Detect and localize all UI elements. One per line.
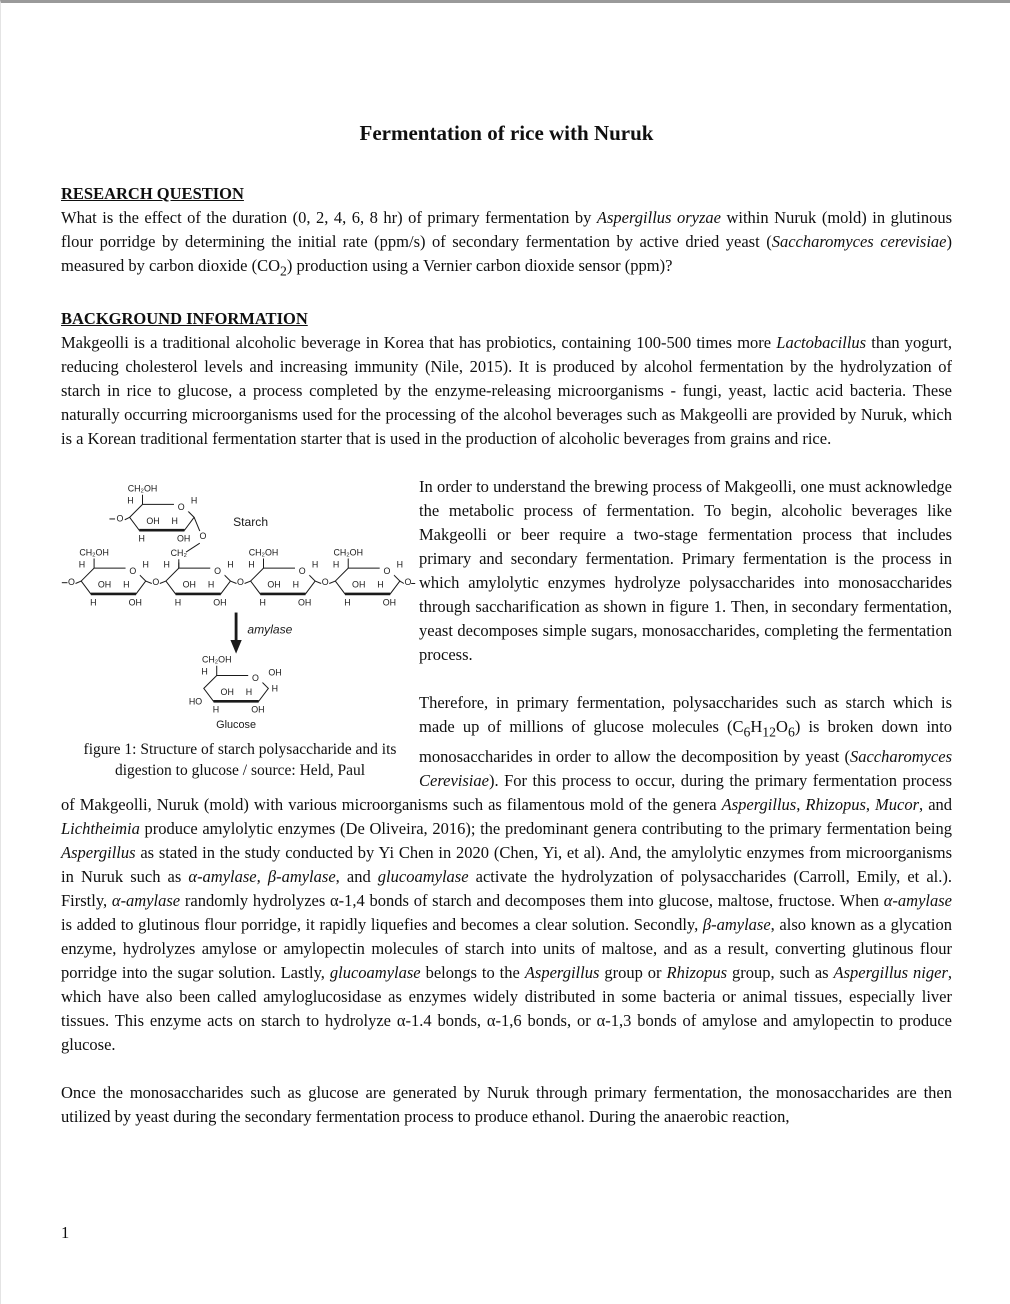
starch-label: Starch xyxy=(233,515,269,530)
amylase-label: amylase xyxy=(247,622,293,637)
svg-text:H: H xyxy=(174,597,182,608)
svg-text:CH₂OH: CH₂OH xyxy=(127,483,158,494)
svg-text:H: H xyxy=(332,559,340,570)
svg-text:H: H xyxy=(271,683,278,694)
section-research-question xyxy=(61,182,952,283)
svg-text:H: H xyxy=(227,559,234,570)
svg-text:H: H xyxy=(259,597,266,608)
svg-text:H: H xyxy=(138,533,145,544)
background-paragraph-2: In order to understand the brewing process of Makgeolli, one must acknowledge the metabolic process of fermentation. To begin, alcoholic beverages like Makgeolli or beer require a two-stage fermentation process that includes primary and secondary fermentation. Primary fermentation is the process in which amylolytic enzymes hydrolyze polysaccharides into monosaccharides through saccharification as shown in figure 1. Then, in secondary fermentation, yeast decomposes simple sugars, monosaccharides, completing the fermentation process. xyxy=(419,477,952,665)
svg-text:O: O xyxy=(199,531,207,542)
ring-oxygen-label: O xyxy=(251,673,259,684)
svg-text:O: O xyxy=(321,577,329,588)
ring-oxygen-label: O xyxy=(383,566,391,577)
svg-text:CH₂: CH₂ xyxy=(170,548,187,559)
starch-digestion-diagram xyxy=(61,477,416,735)
figure-1 xyxy=(61,477,419,781)
research-question-text: What is the effect of the duration (0, 2, 4, 6, 8 hr) of primary fermentation by Aspergillus oryzae within Nuruk (mold) in glutinous flour porridge by determining the initial rate (ppm/s) of secondary fermentation by active dried yeast (Saccharomyces cerevisiae) measured by carbon dioxide $(CO_2)$ production using a Vernier carbon dioxide sensor (ppm)? xyxy=(61,208,952,279)
ring-oxygen-label: O xyxy=(177,502,185,513)
ring-oxygen-label: O xyxy=(214,566,221,577)
svg-text:H: H xyxy=(127,495,134,506)
svg-text:H: H xyxy=(377,579,384,590)
svg-text:H: H xyxy=(190,495,198,506)
svg-text:OH: OH xyxy=(220,687,234,698)
svg-text:H: H xyxy=(311,559,319,570)
svg-text:OH: OH xyxy=(352,579,366,590)
svg-text:OH: OH xyxy=(268,667,282,678)
svg-text:OH: OH xyxy=(182,579,196,590)
svg-text:H: H xyxy=(212,704,220,715)
section-background xyxy=(61,307,952,1128)
glucose-label: Glucose xyxy=(216,719,257,732)
background-paragraph-4: Once the monosaccharides such as glucose are generated by Nuruk through primary fermentation, the monosaccharides are then utilized by yeast during the secondary fermentation process to produce ethanol. During the anaerobic reaction, xyxy=(61,1082,952,1126)
svg-text:CH₂OH: CH₂OH xyxy=(201,654,232,665)
svg-text:OH: OH xyxy=(97,579,112,590)
svg-text:OH: OH xyxy=(267,579,281,590)
svg-text:H: H xyxy=(171,516,178,527)
research-question-heading: RESEARCH QUESTION xyxy=(61,184,244,203)
svg-text:CH₂OH: CH₂OH xyxy=(333,547,363,558)
background-heading: BACKGROUND INFORMATION xyxy=(61,309,308,329)
svg-text:H: H xyxy=(90,597,97,608)
svg-text:O: O xyxy=(68,577,75,588)
svg-text:H: H xyxy=(163,559,170,570)
svg-text:O: O xyxy=(404,577,412,588)
page-title: Fermentation of rice with Nuruk xyxy=(359,121,654,145)
svg-text:H: H xyxy=(396,559,404,570)
svg-text:H: H xyxy=(123,579,130,590)
svg-text:OH: OH xyxy=(251,704,265,715)
svg-text:CH₂OH: CH₂OH xyxy=(248,547,279,558)
svg-text:OH: OH xyxy=(298,597,312,608)
svg-text:O: O xyxy=(116,513,124,524)
svg-text:O: O xyxy=(237,577,244,588)
svg-text:H: H xyxy=(292,579,299,590)
background-paragraph-1: Makgeolli is a traditional alcoholic beverage in Korea that has probiotics, containing 100-500 times more Lactobacillus than yogurt, reducing cholesterol levels and increasing immunity (Nile, 2015). It is produced by alcohol fermentation by the hydrolyzation of starch in rice to glucose, a process completed by the enzyme-releasing microorganisms - fungi, yeast, lactic acid bacteria. These naturally occurring microorganisms used for the processing of the alcohol beverages such as Makgeolli are provided by Nuruk, which is a Korean traditional fermentation starter that is used in the production of alcoholic beverages from grains and rice. xyxy=(61,333,952,449)
svg-text:CH₂OH: CH₂OH xyxy=(79,547,109,558)
svg-text:OH: OH xyxy=(176,533,191,544)
svg-text:H: H xyxy=(78,559,86,570)
svg-text:H: H xyxy=(245,687,253,698)
svg-text:OH: OH xyxy=(128,597,142,608)
svg-text:H: H xyxy=(344,597,351,608)
svg-text:O: O xyxy=(152,577,160,588)
svg-text:HO: HO xyxy=(188,696,203,707)
svg-text:H: H xyxy=(201,666,208,677)
svg-text:OH: OH xyxy=(213,597,227,608)
figure-caption: figure 1: Structure of starch polysaccharide and its digestion to glucose / source: Held, Paul xyxy=(83,741,397,780)
ring-oxygen-label: O xyxy=(298,566,306,577)
svg-text:OH: OH xyxy=(382,597,397,608)
ring-oxygen-label: O xyxy=(129,566,137,577)
svg-text:H: H xyxy=(142,559,149,570)
page-number: 1 xyxy=(61,1223,70,1242)
svg-text:OH: OH xyxy=(146,516,160,527)
background-paragraph-3: Therefore, in primary fermentation, polysaccharides such as starch which is made up of millions of glucose molecules $(C_6H_{12}O_6)$ is broken down into monosaccharides in order to allow the decomposition by yeast (Saccharomyces Cerevisiae). For this process to occur, during the primary fermentation process of Makgeolli, Nuruk (mold) with various microorganisms such as filamentous mold of the genera Aspergillus, Rhizopus, Mucor, and Lichtheimia produce amylolytic enzymes (De Oliveira, 2016); the predominant genera contributing to the primary fermentation being Aspergillus as stated in the study conducted by Yi Chen in 2020 (Chen, Yi, et al). And, the amylolytic enzymes from microorganisms in Nuruk such as α-amylase, β-amylase, and glucoamylase activate the hydrolyzation of polysaccharides (Carroll, Emily, et al.). Firstly, α-amylase randomly hydrolyzes α-1,4 bonds of starch and decomposes them into glucose, maltose, fructose. When α-amylase is added to glutinous flour porridge, it rapidly liquefies and becomes a clear solution. Secondly, β-amylase, also known as a glycation enzyme, hydrolyzes amylose or amylopectin molecules of starch into units of maltose, and as a result, converting glutinous flour porridge into the sugar solution. Lastly, glucoamylase belongs to the Aspergillus group or Rhizopus group, such as Aspergillus niger, which have also been called amyloglucosidase as enzymes widely distributed in some bacteria or animal tissues, especially liver tissues. This enzyme acts on starch to hydrolyze α-1.4 bonds, α-1,6 bonds, or α-1,3 bonds of amylose and amylopectin to produce glucose. xyxy=(61,693,953,1054)
svg-text:H: H xyxy=(248,559,255,570)
svg-text:H: H xyxy=(207,579,215,590)
